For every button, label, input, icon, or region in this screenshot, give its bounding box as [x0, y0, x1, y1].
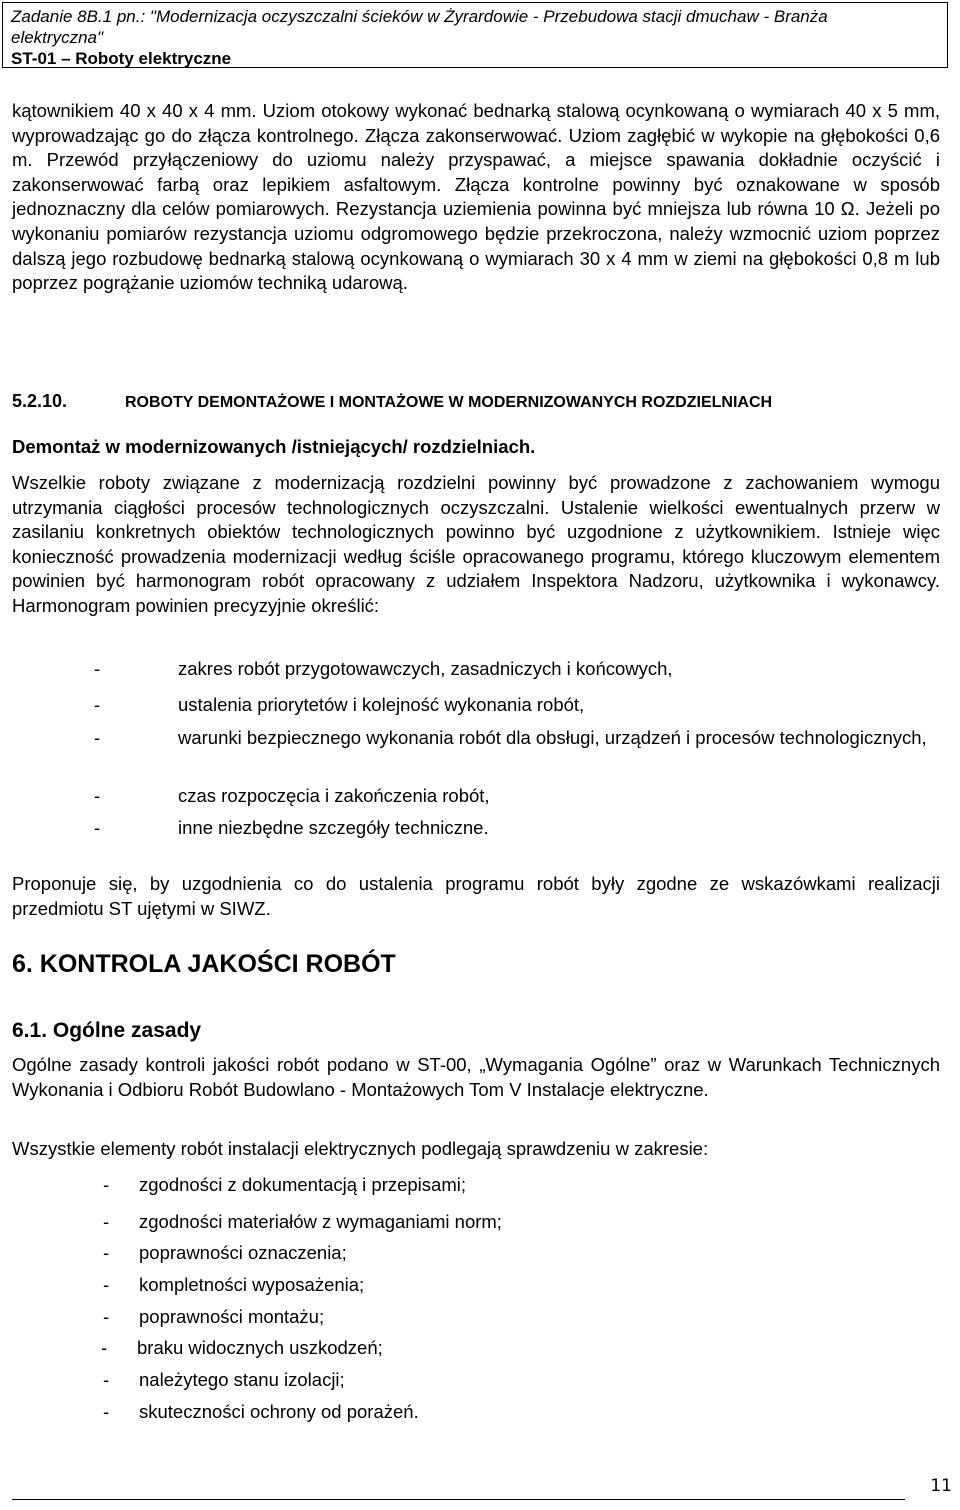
list-item: - czas rozpoczęcia i zakończenia robót, — [94, 785, 490, 806]
list-item: - kompletności wyposażenia; — [103, 1274, 365, 1295]
list-item: - zgodności z dokumentacją i przepisami; — [103, 1174, 466, 1195]
document-header — [2, 2, 948, 68]
closing-paragraph: Proponuje się, by uzgodnienia co do ustalenia programu robót były zgodne ze wskazówkami realizacji przedmiotu ST ujętymi w SIWZ. — [12, 873, 940, 919]
list-item: - inne niezbędne szczegóły techniczne. — [94, 817, 489, 838]
header-title-line1: Zadanie 8B.1 pn.: "Modernizacja oczyszczalni ścieków w Żyrardowie - Przebudowa stacji dmuchaw - Branża — [11, 7, 828, 26]
list-item: - ustalenia priorytetów i kolejność wykonania robót, — [94, 694, 585, 715]
list-item: - należytego stanu izolacji; — [103, 1369, 345, 1390]
list-item: - braku widocznych uszkodzeń; — [101, 1337, 383, 1358]
section-5-2-10-heading — [12, 391, 940, 412]
list-item: - skuteczności ochrony od porażeń. — [103, 1401, 419, 1422]
list-item: - poprawności oznaczenia; — [103, 1242, 347, 1263]
section-title: ROBOTY DEMONTAŻOWE I MONTAŻOWE W MODERNIZOWANYCH ROZDZIELNIACH — [125, 394, 773, 411]
page-number: 11 — [930, 1476, 952, 1496]
footer-divider — [12, 1499, 905, 1500]
demontaz-subheading: Demontaż w modernizowanych /istniejących/ rozdzielniach. — [12, 436, 536, 457]
header-subtitle: ST-01 – Roboty elektryczne — [11, 49, 232, 68]
section-6-1-heading: 6.1. Ogólne zasady — [12, 1019, 202, 1042]
modernization-paragraph: Wszelkie roboty związane z modernizacją rozdzielni powinny być prowadzone z zachowaniem wymogu utrzymania ciągłości procesów technologicznych oczyszczalni. Ustalenie wielkości ewentualnych przerw w zasilaniu konkretnych obiektów technologicznych powinno być uzgodnione z użytkownikiem. Istnieje więc konieczność prowadzenia modernizacji według ściśle opracowanego programu, którego kluczowym elementem powinien być harmonogram robót opracowany z udziałem Inspektora Nadzoru, użytkownika i wykonawcy. Harmonogram powinien precyzyjnie określić: — [12, 472, 940, 616]
quality-paragraph-1: Ogólne zasady kontroli jakości robót podano w ST-00, „Wymagania Ogólne” oraz w Warunkach Technicznych Wykonania i Odbioru Robót Budowlano - Montażowych Tom V Instalacje elektryczne. — [12, 1054, 940, 1100]
intro-paragraph: kątownikiem 40 x 40 x 4 mm. Uziom otokowy wykonać bednarką stalową ocynkowaną o wymiarach 40 x 5 mm, wyprowadzając go do złącza kontrolnego. Złącza zakonserwować. Uziom zagłębić w wykopie na głębokości 0,6 m. Przewód przyłączeniowy do uziomu należy przyspawać, a miejsce spawania dokładnie oczyścić i zakonserwować farbą oraz lepikiem asfaltowym. Złącza kontrolne powinny być oznakowane w sposób jednoznaczny dla celów pomiarowych. Rezystancja uziemienia powinna być mniejsza lub równa 10 Ω. Jeżeli po wykonaniu pomiarów rezystancja uziomu odgromowego będzie przekroczona, należy wzmocnić uziom poprzez dalszą jego rozbudowę bednarką stalową ocynkowaną o wymiarach 30 x 4 mm w ziemi na głębokości 0,8 m lub poprzez pogrążanie uziomów techniką udarową. — [12, 100, 940, 294]
quality-paragraph-2: Wszystkie elementy robót instalacji elektrycznych podlegają sprawdzeniu w zakresie: — [12, 1138, 709, 1159]
section-number: 5.2.10. — [12, 391, 68, 411]
header-title-line2: elektryczna" — [11, 28, 104, 47]
list-item: - warunki bezpiecznego wykonania robót dla obsługi, urządzeń i procesów technologicznych, — [94, 727, 927, 748]
list-item: - poprawności montażu; — [103, 1306, 325, 1327]
list-item: - zgodności materiałów z wymaganiami norm; — [103, 1211, 502, 1232]
list-item: - zakres robót przygotowawczych, zasadniczych i końcowych, — [94, 658, 673, 679]
section-6-heading: 6. KONTROLA JAKOŚCI ROBÓT — [12, 950, 396, 978]
